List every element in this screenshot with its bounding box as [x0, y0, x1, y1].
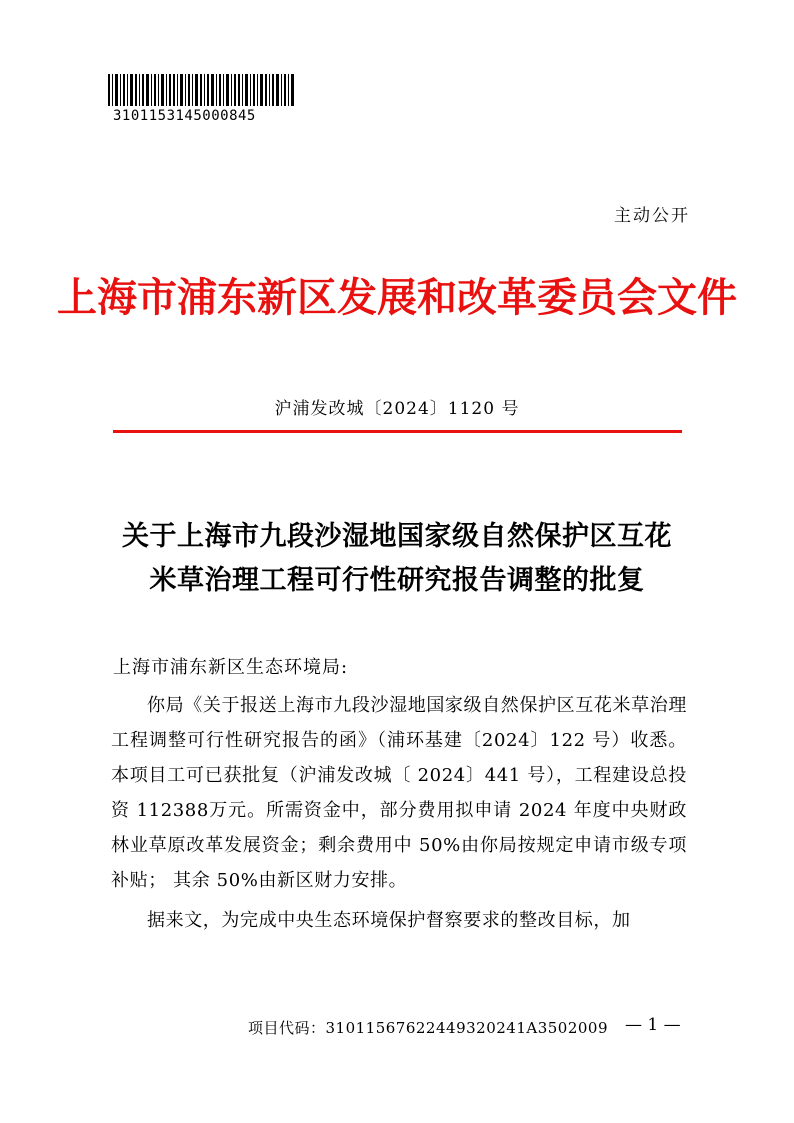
body-text — [111, 688, 687, 938]
page-number: — 1 — — [625, 1015, 681, 1035]
title-line-2: 米草治理工程可行性研究报告调整的批复 — [149, 565, 645, 596]
project-code: 项目代码：31011567622449320241A3502009 — [248, 1019, 609, 1037]
paragraph-2: 据来文，为完成中央生态环境保护督察要求的整改目标，加 — [147, 910, 631, 931]
barcode-icon — [108, 74, 296, 106]
document-title — [90, 515, 704, 603]
paragraph-1: 你局《关于报送上海市九段沙湿地国家级自然保护区互花米草治理工程调整可行性研究报告的函》（浦环基建〔2024〕122 号）收悉。本项目工可已获批复（沪浦发改城〔 2024〕441 号），工程建设总投资 112388万元。所需资金中，部分费用拟申请 2024 年度中央财政林业草原改革发展资金；剩余费用中 50%由你局按规定申请市级专项补贴； 其余 50%由新区财力安排。 — [111, 695, 687, 891]
disclosure-label: 主动公开 — [614, 206, 690, 226]
red-rule-divider — [113, 430, 682, 433]
org-header: 上海市浦东新区发展和改革委员会文件 — [57, 274, 737, 321]
barcode-number: 3101153145000845 — [113, 108, 256, 124]
addressee: 上海市浦东新区生态环境局: — [113, 657, 349, 678]
doc-number: 沪浦发改城〔2024〕1120 号 — [274, 399, 520, 419]
title-line-1: 关于上海市九段沙湿地国家级自然保护区互花 — [122, 521, 672, 552]
